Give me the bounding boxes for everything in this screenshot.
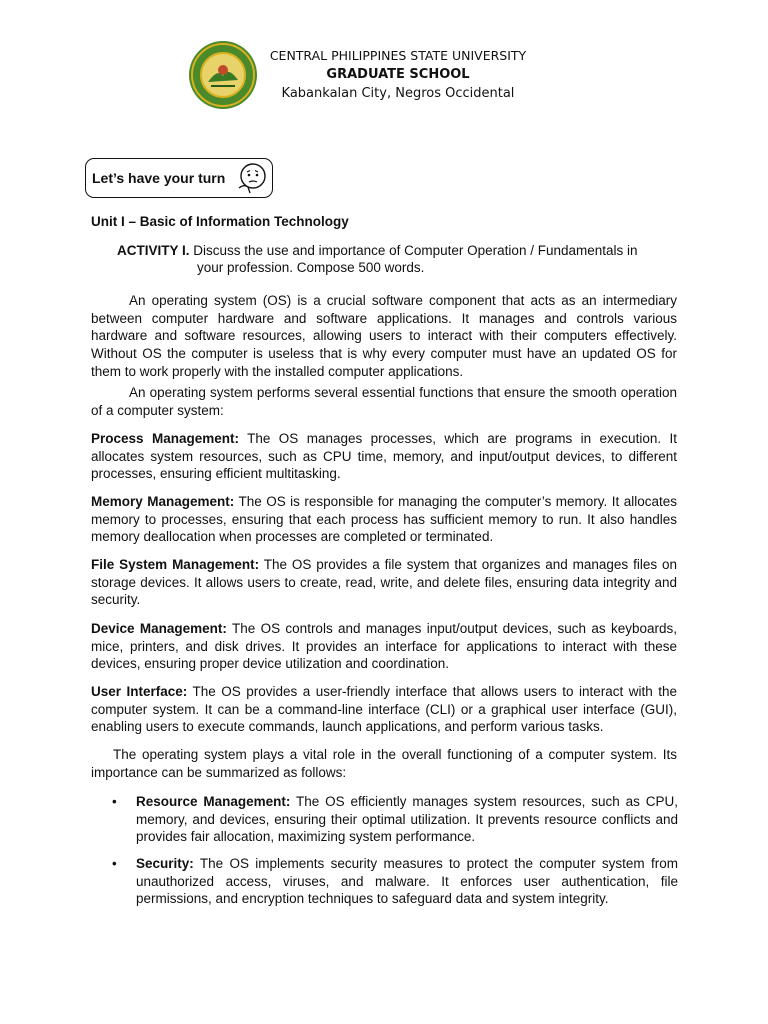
bullet-marker: •: [112, 856, 117, 871]
intro-paragraph-2: An operating system performs several essential functions that ensure the smooth operation of a computer system:: [91, 385, 677, 418]
bullet-marker: •: [112, 794, 117, 809]
university-seal-icon: [188, 40, 258, 110]
function-term: User Interface:: [91, 684, 188, 699]
activity-prompt: [117, 242, 677, 276]
function-term: Device Management:: [91, 621, 227, 636]
importance-term: Resource Management:: [136, 794, 291, 809]
intro-paragraph-1: An operating system (OS) is a crucial software component that acts as an intermediary between computer hardware and software applications. It manages and controls various hardware and software resources, allowing users to interact with their computers effectively. Without OS the computer is useless that is why every computer must have an updated OS for them to work properly with the installed computer applications.: [91, 293, 677, 379]
activity-line-1: Discuss the use and importance of Computer Operation / Fundamentals in: [193, 243, 638, 258]
function-text: The OS manages processes, which are programs in execution. It allocates system resources, such as CPU time, memory, and input/output devices, to different processes, ensuring efficient multitasking.: [91, 431, 677, 482]
importance-term: Security:: [136, 856, 194, 871]
function-device-management: [91, 620, 677, 673]
letterhead: [188, 40, 528, 110]
function-user-interface: [91, 683, 677, 736]
thinking-face-icon: [235, 161, 269, 195]
university-name: CENTRAL PHILIPPINES STATE UNIVERSITY: [269, 48, 527, 63]
function-text: The OS provides a user-friendly interface that allows users to interact with the computer system. It can be a command-line interface (CLI) or a graphical user interface (GUI), enabling users to execute commands, launch applications, and perform various tasks.: [91, 684, 678, 735]
function-text: The OS controls and manages input/output devices, such as keyboards, mice, printers, and disk drives. It provides an interface for applications to interact with these devices, ensuring proper device utilization and coordination.: [91, 621, 677, 672]
importance-intro: The operating system plays a vital role in the overall functioning of a computer system. Its importance can be summarized as follows:: [91, 747, 677, 780]
function-process-management: [91, 430, 677, 483]
activity-label: ACTIVITY I.: [117, 243, 190, 258]
turn-callout: [85, 158, 273, 198]
function-term: File System Management:: [91, 557, 260, 572]
function-file-system-management: [91, 556, 677, 609]
turn-label: Let’s have your turn: [92, 170, 226, 186]
function-text: The OS provides a file system that organizes and manages files on storage devices. It allows users to create, read, write, and delete files, ensuring data integrity and security.: [91, 557, 677, 608]
function-memory-management: [91, 493, 677, 546]
function-term: Memory Management:: [91, 494, 235, 509]
unit-title: Unit I – Basic of Information Technology: [91, 214, 349, 229]
school-name: GRADUATE SCHOOL: [326, 67, 470, 82]
activity-line-2: your profession. Compose 500 words.: [197, 260, 425, 275]
function-text: The OS is responsible for managing the computer’s memory. It allocates memory to processes, ensuring that each process has sufficient memory to run. It also handles memory deallocation when processes are completed or terminated.: [91, 494, 677, 545]
importance-text: The OS implements security measures to protect the computer system from unauthorized access, viruses, and malware. It enforces user authentication, file permissions, and encryption techniques to safeguard data and system integrity.: [136, 856, 678, 907]
school-location: Kabankalan City, Negros Occidental: [281, 86, 515, 101]
importance-text: The OS efficiently manages system resources, such as CPU, memory, and devices, ensuring their optimal utilization. It prevents resource conflicts and provides fair allocation, maximizing system performance.: [136, 794, 679, 845]
importance-item-security: [112, 855, 678, 908]
importance-item-resource-management: [112, 793, 678, 846]
function-term: Process Management:: [91, 431, 239, 446]
